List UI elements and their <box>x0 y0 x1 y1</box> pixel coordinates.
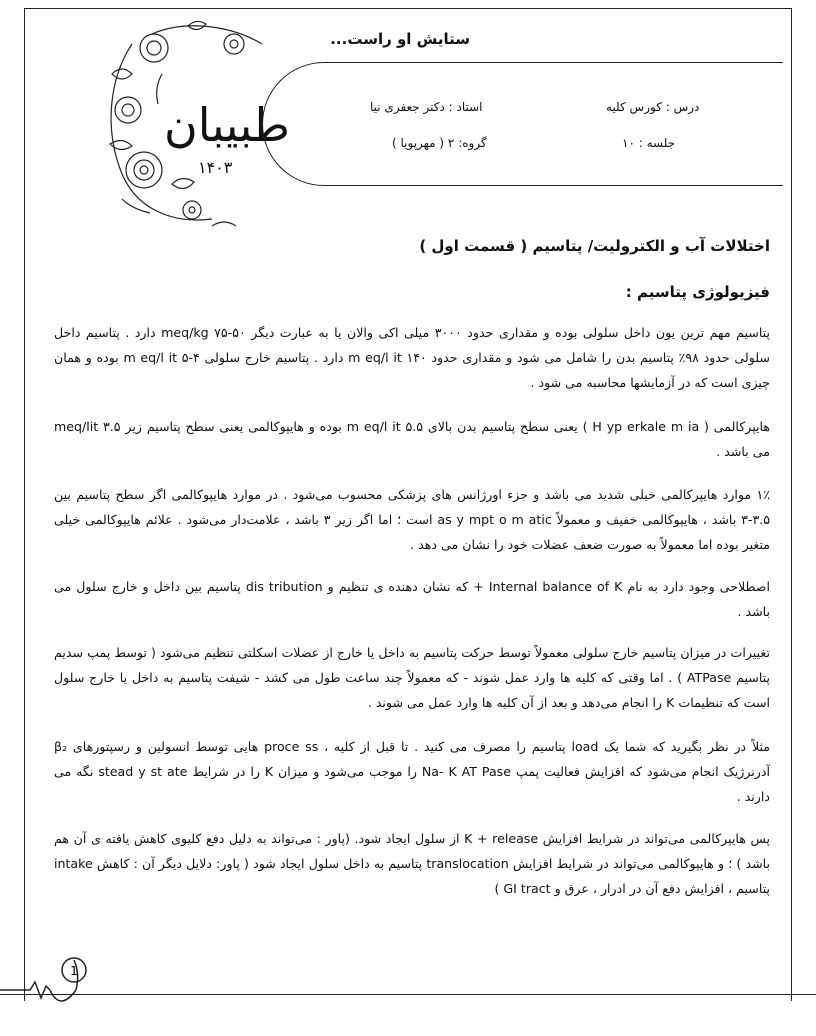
session-label: جلسه : ۱۰ <box>622 136 676 150</box>
paragraph: تغییرات در میزان پتاسیم خارج سلولی معمولاً توسط حرکت پتاسیم به داخل یا خارج از عضلات اسکلتی تنظیم می‌شود ( توسط پمپ سدیم پتاسیم ATPase ) . اما وقتی که کلیه ها وارد عمل شوند - که معمولاً چند ساعت طول می کشد - شیفت پتاسیم به داخل یا خارج سلول است که تنظیمات K را انجام می‌دهد و بعد از آن کلیه ها وارد عمل می شوند . <box>54 645 770 710</box>
teacher-label: استاد : دکتر جعفری نیا <box>370 100 483 114</box>
stethoscope-icon <box>0 940 140 1020</box>
course-label: درس : کورس کلیه <box>606 100 700 114</box>
paragraph: پس هایپرکالمی می‌تواند در شرایط افزایش K + release از سلول ایجاد شود. (پاور : می‌تواند به دلیل دفع کلیوی کاهش یافته ی آن هم باشد ) ؛ و هایپوکالمی می‌تواند در شرایط افزایش translocation پتاسیم به داخل سلول ایجاد شود ( پاور: دلایل دیگر آن : کاهش intake پتاسیم ، افزایش دفع آن در ادرار ، عرق و GI tract ) <box>54 831 771 896</box>
paragraph: پتاسیم مهم ترین یون داخل سلولی بوده و مقداری حدود ۳۰۰۰ میلی اکی والان یا به عبارت دیگر meq/kg ۷۵-۵۰ دارد . پتاسیم داخل سلولی حدود ۹۸٪ پتاسیم بدن را شامل می شود و مقداری حدود ۱۴۰ m eq/l it دارد . پتاسیم خارج سلولی m eq/l it ۵-۴ بوده و همان چیزی است که در آزمایشها محاسبه می شود . <box>54 325 770 390</box>
section-heading: فیزیولوژی پتاسیم : <box>625 283 770 301</box>
header-info-box <box>262 62 783 186</box>
paragraph: ۱٪ موارد هایپرکالمی خیلی شدید می باشد و جزء اورژانس های پزشکی محسوب می‌شود . در موارد هایپوکالمی اگر سطح پتاسیم بین ۳.۵-۳ باشد ، هایپوکالمی خفیف و معمولاً as y mpt o m atic است ؛ اما اگر زیر ۳ باشد ، علامت‌دار می‌شود . علائم هایپوکالمی خیلی متغیر بوده اما معمولاً به صورت ضعف عضلات خود را نشان می دهد . <box>54 487 770 552</box>
page-number: 1 <box>70 964 78 978</box>
paragraph: هایپرکالمی ( H yp erkale m ia ) یعنی سطح پتاسیم بدن بالای m eq/l it ۵.۵ بوده و هایپوکالمی یعنی سطح پتاسیم زیر meq/lit ۳.۵ می باشد . <box>54 419 770 459</box>
header-title: ستایش او راست... <box>330 30 470 48</box>
logo-year: ۱۴۰۳ <box>198 158 233 177</box>
page-title: اختلالات آب و الکترولیت/ پتاسیم ( قسمت اول ) <box>419 237 770 255</box>
paragraph: مثلاً در نظر بگیرید که شما یک load پتاسیم را مصرف می کنید . تا قبل از کلیه ، proce ss هایی توسط انسولین و رسپتورهای β₂ آدرنرژیک انجام می‌شود که افزایش فعالیت پمپ Na- K AT Pase را موجب می‌شود و میزان K را در شرایط stead y st ate نگه می دارند . <box>54 739 771 804</box>
logo-text: طبیبان <box>163 98 290 152</box>
paragraph: اصطلاحی وجود دارد به نام Internal balance of K + که نشان دهنده ی تنظیم و dis tribution پتاسیم بین داخل و خارج سلول می باشد . <box>54 579 770 619</box>
group-label: گروه: ۲ ( مهرپویا ) <box>392 136 487 150</box>
